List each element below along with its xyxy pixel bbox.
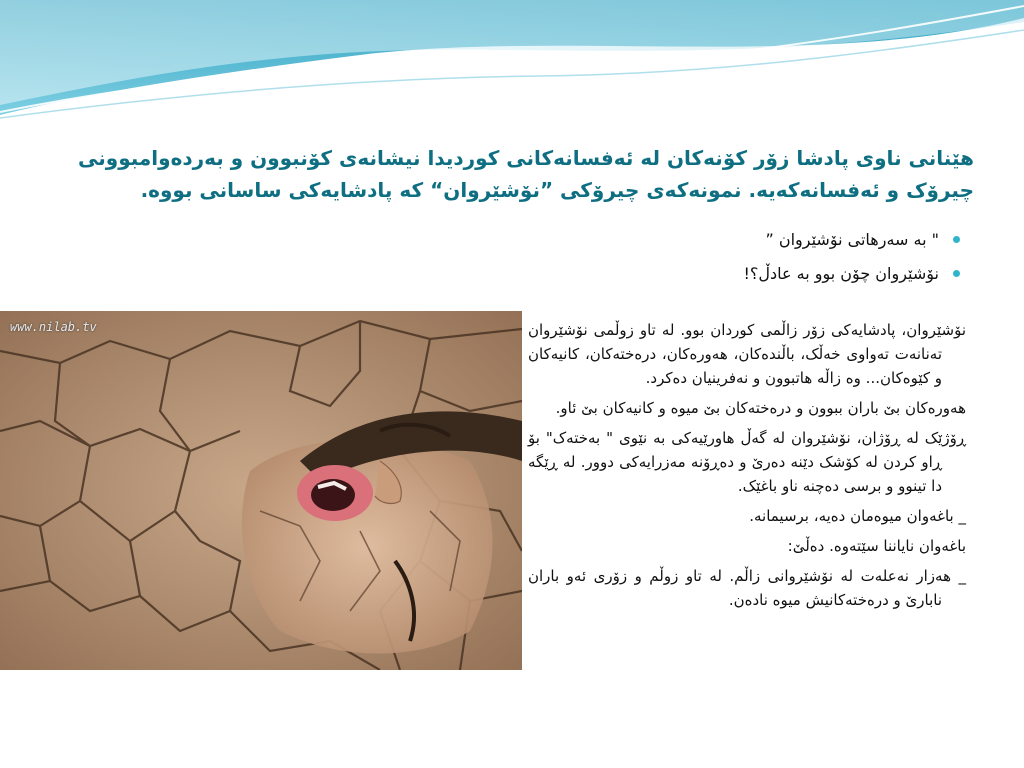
bullet-dot-icon bbox=[953, 236, 960, 243]
photo-watermark: www.nilab.tv bbox=[10, 320, 97, 334]
story-text bbox=[528, 318, 966, 618]
story-paragraph: باغەوان نایاننا سێتەوە. دەڵێ: bbox=[787, 537, 966, 555]
bullet-text: " بە سەرهاتی نۆشێروان ” bbox=[765, 229, 939, 249]
bullet-list bbox=[310, 222, 960, 290]
slide-title: هێنانی ناوی پادشا زۆر کۆنەکان لە ئەفسانەکانی کوردیدا نیشانەی کۆنبوون و بەردەوامبوونی چیرۆک و ئەفسانەکەیە. نمونەکەی چیرۆکی ”نۆشێروان“ کە پادشایەکی ساسانی بووە. bbox=[78, 146, 974, 202]
story-paragraph: _ هەزار نەعلەت لە نۆشێروانی زاڵم. لە تاو زوڵم و زۆری ئەو باران نابارێ و درەختەکانیش میوە نادەن. bbox=[528, 567, 966, 609]
story-paragraph: ڕۆژێک لە ڕۆژان، نۆشێروان لە گەڵ هاورێیەکی بە نێوی " بەختەک" بۆ ڕاو کردن لە کۆشک دێنە دەرێ و دەڕۆنە مەزرایەکی دوور. لە ڕێگە دا تینوو و برسی دەچنە ناو باغێک. bbox=[528, 429, 966, 495]
cracked-earth-illustration bbox=[0, 311, 522, 670]
bullet-item bbox=[310, 222, 960, 256]
bullet-item bbox=[310, 256, 960, 290]
wave-header-decoration bbox=[0, 0, 1024, 130]
story-paragraph: نۆشێروان، پادشایەکی زۆر زاڵمی کوردان بوو. لە تاو زوڵمی نۆشێروان تەنانەت تەواوی خەڵک، باڵندەکان، هەورەکان، درەختەکان، کانیەکان و کێوەکان... وە زاڵە هاتبوون و نەفرینیان دەکرد. bbox=[528, 321, 966, 387]
bullet-text: نۆشێروان چۆن بوو بە عادڵ؟! bbox=[743, 263, 939, 283]
story-paragraph: هەورەکان بێ باران ببوون و درەختەکان بێ میوە و کانیەکان بێ ئاو. bbox=[555, 399, 966, 417]
bullet-dot-icon bbox=[953, 270, 960, 277]
cracked-earth-face-image bbox=[0, 311, 522, 670]
story-paragraph: _ باغەوان میوەمان دەیە، برسیمانە. bbox=[749, 507, 966, 525]
